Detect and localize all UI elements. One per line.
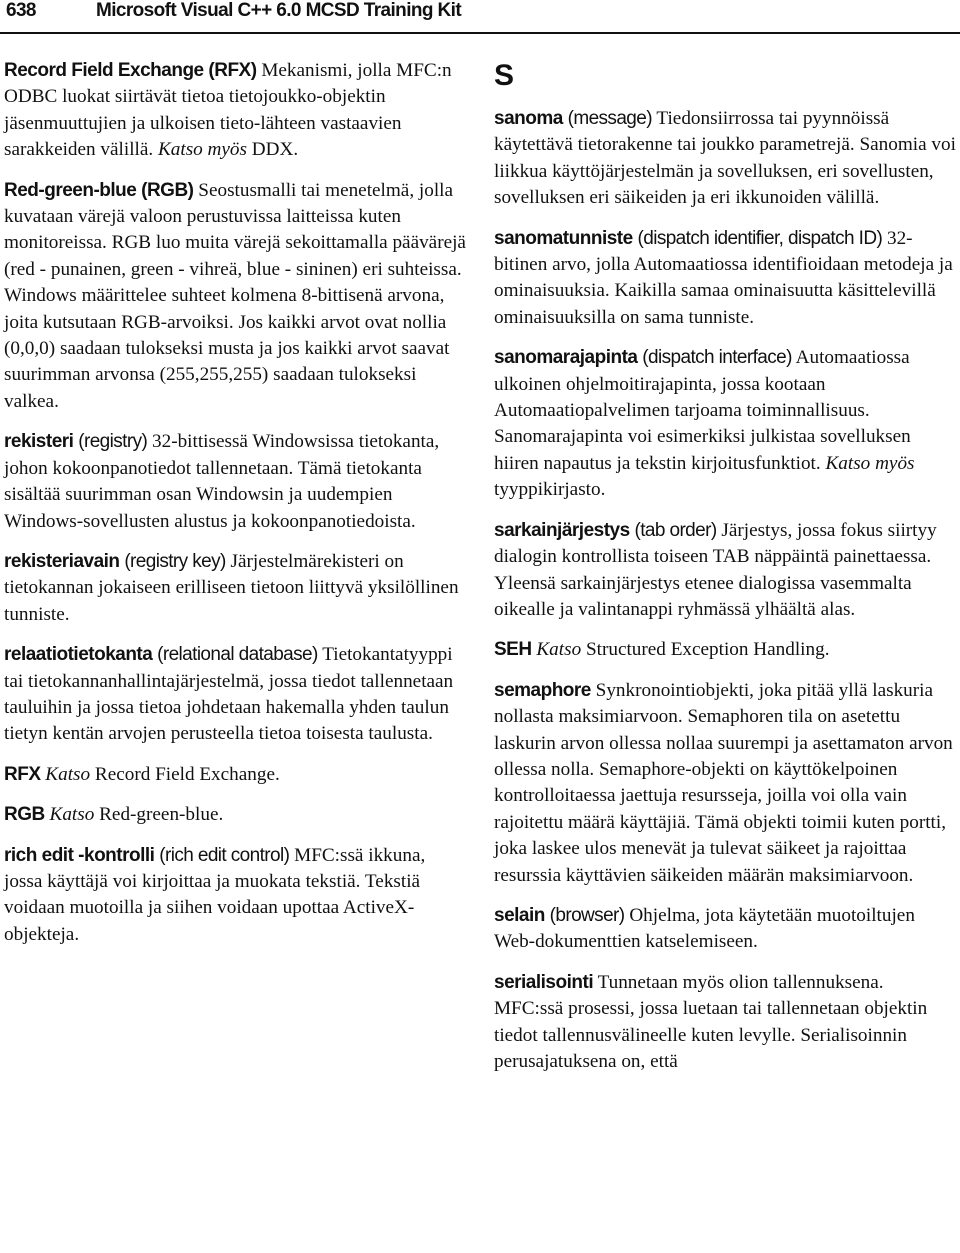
header-rule [0,32,960,34]
entry-term: selain [494,904,545,926]
entry-term: semaphore [494,679,591,701]
entry-term: Red-green-blue (RGB) [4,179,194,201]
entry-body: 32-bitinen arvo, jolla Automaatiossa identifioidaan metodeja ja ominaisuuksia. Kaikilla samaa ominaisuutta käsittelevillä ominaisuuksilla on sama tunniste. [494,227,953,328]
glossary-entry-dispatch-interface [494,345,956,503]
entry-body: 32-bittisessä Windowsissa tietokanta, johon kokoonpanotiedot tallennetaan. Tämä tietokanta sisältää suurimman osan Windowsin ja uudempien Windows-sovellusten alustus ja kokoonpanotiedoista. [4,431,440,532]
glossary-entry-tab-order [494,518,956,624]
entry-term: relaatiotietokanta [4,644,153,666]
see-also-label: Katso myös [157,139,247,161]
entry-term: rekisteriavain [4,550,120,572]
entry-original-term: (registry) [78,431,148,453]
glossary-entry-browser [494,903,956,956]
right-column [494,58,956,1089]
page-header [6,0,960,24]
entry-original-term: (relational database) [157,644,318,666]
glossary-entry-registry-key [4,549,468,628]
entry-body: Synkronointiobjekti, joka pitää yllä laskuria nollasta maksimiarvoon. Semaphoren tila on asetettu laskurin arvon ollessa nollaa suurempi ja asettamaton arvon ollessa nolla. Semaphore-objekti on käyttökelpoinen kontrolloitaessa jaettuja resursseja, joilla voi olla vain rajoitettu määrä käyttäjiä. Tämä objekti toimii kuten portti, joka laskee ulos menevät ja tulevat säikeet ja rajoittaa resurssia käyttävien säikeiden määrän maksimiarvoon. [494,679,953,886]
entry-body: Automaatiossa ulkoinen ohjelmoitirajapinta, jossa kootaan Automaatiopalvelimen tarjoama toiminnallisuus. Sanomarajapinta voi esimerkiksi julkistaa sovelluksen hiiren napautus ja tekstin kirjoitusfunktiot. [494,347,911,474]
glossary-entry-rfx [4,58,468,164]
glossary-entry-registry [4,429,468,535]
entry-body: Mekanismi, jolla MFC:n ODBC luokat siirtävät tietoa tietojoukko-objektin jäsenmuuttujien ja ulkoisen tieto-lähteen vastaavien sarakkeiden välillä. [4,60,452,161]
entry-term: rich edit -kontrolli [4,844,155,866]
entry-term: RGB [4,804,45,826]
entry-body: Seostusmalli tai menetelmä, jolla kuvataan värejä valoon perustuvissa laitteissa kuten monitoreissa. RGB luo muita värejä sekoittamalla päävärejä (red - punainen, green - vihreä, blue - sininen) eri suhteissa. Windows määrittelee suhteet kolmena 8-bittisenä arvona, joita kutsutaan RGB-arvoiksi. Jos kaikki arvot ovat nollia (0,0,0) saadaan tulokseksi musta ja jos kaikki arvot saavat suurimman arvonsa (255,255,255) saadaan tulokseksi valkea. [4,179,466,412]
glossary-entry-relational-database [4,642,468,748]
entry-original-term: (dispatch interface) [642,347,792,369]
entry-original-term: (rich edit control) [159,844,290,866]
left-column [4,58,468,962]
entry-original-term: (message) [567,108,652,129]
entry-body: Järjestys, jossa fokus siirtyy dialogin kontrollista toiseen TAB näppäintä painettaessa. Yleensä sarkainjärjestys etenee dialogissa vasemmalta oikealle ja valintanappi ryhmässä ylhäältä alas. [494,519,937,620]
see-also-label: Katso myös [825,452,915,474]
see-target: Red-green-blue. [99,804,224,826]
entry-term: RFX [4,763,41,785]
section-letter: S [494,59,515,92]
glossary-entry-seh [494,637,956,663]
entry-body: MFC:ssä ikkuna, jossa käyttäjä voi kirjoittaa ja muokata tekstiä. Tekstiä voidaan muotoilla ja siihen voidaan upottaa ActiveX-objekteja. [4,844,426,945]
entry-original-term: (dispatch identifier, dispatch ID) [637,227,883,249]
glossary-entry-semaphore [494,678,956,889]
see-label: Katso [49,804,95,826]
entry-term: sarkainjärjestys [494,519,630,541]
entry-term: Record Field Exchange (RFX) [4,60,257,81]
entry-original-term: (browser) [549,904,625,926]
glossary-entry-dispatch-id [494,226,956,332]
glossary-entry-rgb [4,178,468,416]
entry-term: rekisteri [4,431,74,453]
see-also-target: DDX. [251,139,299,161]
entry-body: Tiedonsiirrossa tai pyynnöissä käytettävä tietorakenne tai joukko parametrejä. Sanomia voi liikkua käyttöjärjestelmän ja sovelluksen, eri sovellusten, sovelluksen eri säikeiden ja eri ikkunoiden välillä. [494,108,956,209]
glossary-entry-rich-edit [4,843,468,949]
entry-original-term: (tab order) [634,519,717,541]
glossary-entry-serialization [494,970,956,1076]
entry-body: Tietokantatyyppi tai tietokannanhallintajärjestelmä, jossa tiedot tallennetaan tauluihin ja jossa tietoa johdetaan hakemalla yhden taulun tietyn kentän arvojen perusteella tietoa toisesta taulusta. [4,644,454,745]
page-number: 638 [6,0,36,21]
entry-term: sanomarajapinta [494,347,638,369]
entry-body: Ohjelma, jota käytetään muotoiltujen Web-dokumenttien katselemiseen. [494,904,915,953]
book-title: Microsoft Visual C++ 6.0 MCSD Training Kit [96,0,462,21]
glossary-entry-rgb-ref [4,802,468,828]
entry-body: Tunnetaan myös olion tallennuksena. MFC:ssä prosessi, jossa luetaan tai tallennetaan objektin tiedot tallennusvälineelle kuten levylle. Serialisoinnin perusajatuksena on, että [494,971,928,1072]
see-target: Structured Exception Handling. [585,639,830,661]
entry-original-term: (registry key) [124,550,226,572]
entry-term: sanoma [494,108,563,129]
glossary-entry-rfx-ref [4,762,468,788]
entry-term: SEH [494,639,532,661]
see-target: Record Field Exchange. [94,763,280,785]
see-label: Katso [45,763,91,785]
see-also-target: tyyppikirjasto. [494,479,606,501]
entry-term: sanomatunniste [494,227,633,249]
see-label: Katso [536,639,582,661]
entry-term: serialisointi [494,971,594,993]
entry-body: Järjestelmärekisteri on tietokannan jokaiseen erilliseen tietoon liittyvä yksilöllinen tunniste. [4,550,459,625]
glossary-entry-message [494,106,956,212]
